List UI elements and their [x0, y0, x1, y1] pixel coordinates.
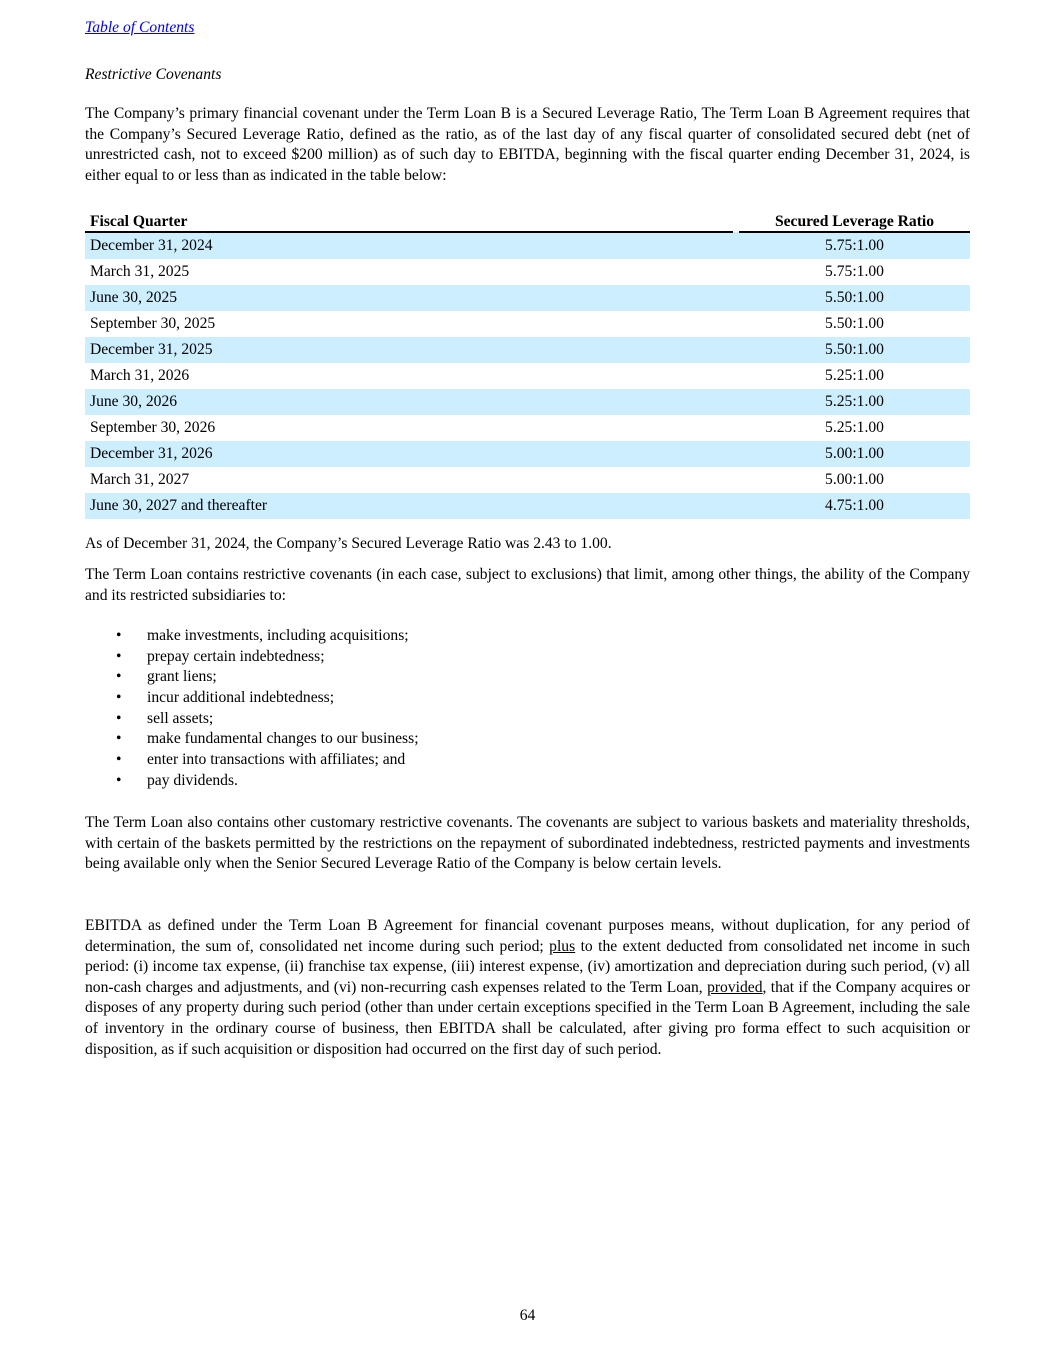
- list-item: [85, 771, 419, 792]
- leverage-ratio-cell: 5.25:1.00: [739, 389, 970, 415]
- list-item-text: enter into transactions with affiliates; and: [147, 751, 406, 769]
- bullet-marker: •: [116, 668, 122, 686]
- leverage-ratio-cell: 4.75:1.00: [739, 493, 970, 519]
- list-item-text: make fundamental changes to our business;: [147, 730, 419, 748]
- table-row: [85, 232, 970, 259]
- leverage-ratio-cell: 5.00:1.00: [739, 441, 970, 467]
- table-row: [85, 259, 970, 285]
- leverage-ratio-cell: 5.00:1.00: [825, 471, 884, 488]
- list-item: [85, 647, 419, 668]
- bullet-marker: •: [116, 730, 122, 748]
- leverage-ratio-cell: 5.50:1.00: [739, 337, 970, 363]
- leverage-ratio-cell: 5.75:1.00: [739, 232, 970, 259]
- table-row: [85, 493, 970, 519]
- fiscal-quarter-cell: June 30, 2026: [85, 389, 733, 415]
- bullet-marker: •: [116, 647, 122, 665]
- intro-paragraph: The Company’s primary financial covenant under the Term Loan B is a Secured Leverage Ratio, The Term Loan B Agreement requires that the Company’s Secured Leverage Ratio, defined as the ratio, as of the last day of any fiscal quarter of consolidated secured debt (net of unrestricted cash, not to exceed $200 million) as of such day to EBITDA, beginning with the fiscal quarter ending December 31, 2024, is either equal to or less than as indicated in the table below:: [85, 105, 970, 184]
- list-item: [85, 709, 419, 730]
- ebitda-text-part2: to the extent deducted from consolidated net income in such period: (i) income tax expense, (ii) franchise tax expense, (iii) interest expense, (iv) amortization and depreciation during such period, (v) all non-cash charges and adjustments, and (vi) non-recurring cash expenses related to the Term Loan,: [85, 937, 970, 996]
- list-item: [85, 667, 419, 688]
- bullet-marker: •: [116, 689, 122, 707]
- list-item: [85, 750, 419, 771]
- leverage-ratio-cell: 5.25:1.00: [825, 419, 884, 436]
- fiscal-quarter-cell: September 30, 2025: [90, 315, 216, 332]
- fiscal-quarter-cell: March 31, 2025: [90, 263, 190, 280]
- covenant-bullet-list: [85, 626, 419, 792]
- as-of-paragraph: As of December 31, 2024, the Company’s Secured Leverage Ratio was 2.43 to 1.00.: [85, 535, 612, 552]
- header-secured-leverage-ratio: Secured Leverage Ratio: [739, 209, 970, 232]
- other-covenants-paragraph: The Term Loan also contains other customary restrictive covenants. The covenants are subject to various baskets and materiality thresholds, with certain of the baskets permitted by the restrictions on the repayment of subordinated indebtedness, restricted payments and investments being available only when the Senior Secured Leverage Ratio of the Company is below certain levels.: [85, 814, 970, 873]
- page-number: 64: [519, 1307, 536, 1324]
- table-row: [85, 441, 970, 467]
- list-item: [85, 688, 419, 709]
- table-body: [85, 232, 970, 519]
- list-item-text: grant liens;: [147, 668, 217, 686]
- fiscal-quarter-cell: December 31, 2024: [85, 232, 733, 259]
- bullet-marker: •: [116, 771, 122, 789]
- list-item: [85, 626, 419, 647]
- ebitda-provided-term: provided: [707, 978, 763, 996]
- bullet-marker: •: [116, 627, 122, 644]
- list-item-text: pay dividends.: [147, 771, 238, 789]
- fiscal-quarter-cell: September 30, 2026: [90, 419, 216, 436]
- table-header-row: [85, 209, 970, 232]
- table-of-contents-link[interactable]: Table of Contents: [85, 19, 195, 36]
- bullet-marker: •: [116, 751, 122, 769]
- table-row: [85, 285, 970, 311]
- fiscal-quarter-cell: March 31, 2026: [90, 367, 190, 384]
- section-heading: Restrictive Covenants: [85, 66, 222, 83]
- table-row: [85, 467, 970, 493]
- bullet-marker: •: [116, 709, 122, 727]
- leverage-ratio-cell: 5.75:1.00: [825, 263, 884, 280]
- leverage-ratio-table: [85, 209, 970, 519]
- list-item: [85, 729, 419, 750]
- list-item-text: prepay certain indebtedness;: [147, 647, 325, 665]
- leverage-ratio-cell: 5.25:1.00: [825, 367, 884, 384]
- table-row: [85, 363, 970, 389]
- table-row: [85, 337, 970, 363]
- table-row: [85, 311, 970, 337]
- list-item-text: sell assets;: [147, 709, 214, 727]
- fiscal-quarter-cell: December 31, 2026: [85, 441, 733, 467]
- fiscal-quarter-cell: June 30, 2025: [85, 285, 733, 311]
- leverage-ratio-cell: 5.50:1.00: [739, 285, 970, 311]
- fiscal-quarter-cell: June 30, 2027 and thereafter: [85, 493, 733, 519]
- leverage-ratio-cell: 5.50:1.00: [825, 315, 884, 332]
- table-row: [85, 389, 970, 415]
- ebitda-definition-paragraph: [85, 916, 970, 1060]
- covenant-limits-paragraph: The Term Loan contains restrictive covenants (in each case, subject to exclusions) that limit, among other things, the ability of the Company and its restricted subsidiaries to:: [85, 566, 970, 604]
- ebitda-text-part3: , that if the Company acquires or disposes of any property during such period (other than under certain exceptions specified in the Term Loan B Agreement, including the sale of inventory in the ordinary course of business, then EBITDA shall be calculated, after giving pro forma effect to such acquisition or disposition, as if such acquisition or disposition had occurred on the first day of such period.: [85, 978, 971, 1058]
- list-item-text: incur additional indebtedness;: [147, 689, 335, 707]
- header-fiscal-quarter: Fiscal Quarter: [85, 209, 733, 232]
- fiscal-quarter-cell: December 31, 2025: [85, 337, 733, 363]
- table-row: [85, 415, 970, 441]
- ebitda-text-part1: EBITDA as defined under the Term Loan B Agreement for financial covenant purposes means, without duplication, for any period of determination, the sum of, consolidated net income during such period;: [85, 917, 970, 955]
- fiscal-quarter-cell: March 31, 2027: [90, 471, 190, 488]
- list-item-text: make investments, including acquisitions;: [147, 627, 409, 644]
- ebitda-plus-term: plus: [549, 937, 576, 955]
